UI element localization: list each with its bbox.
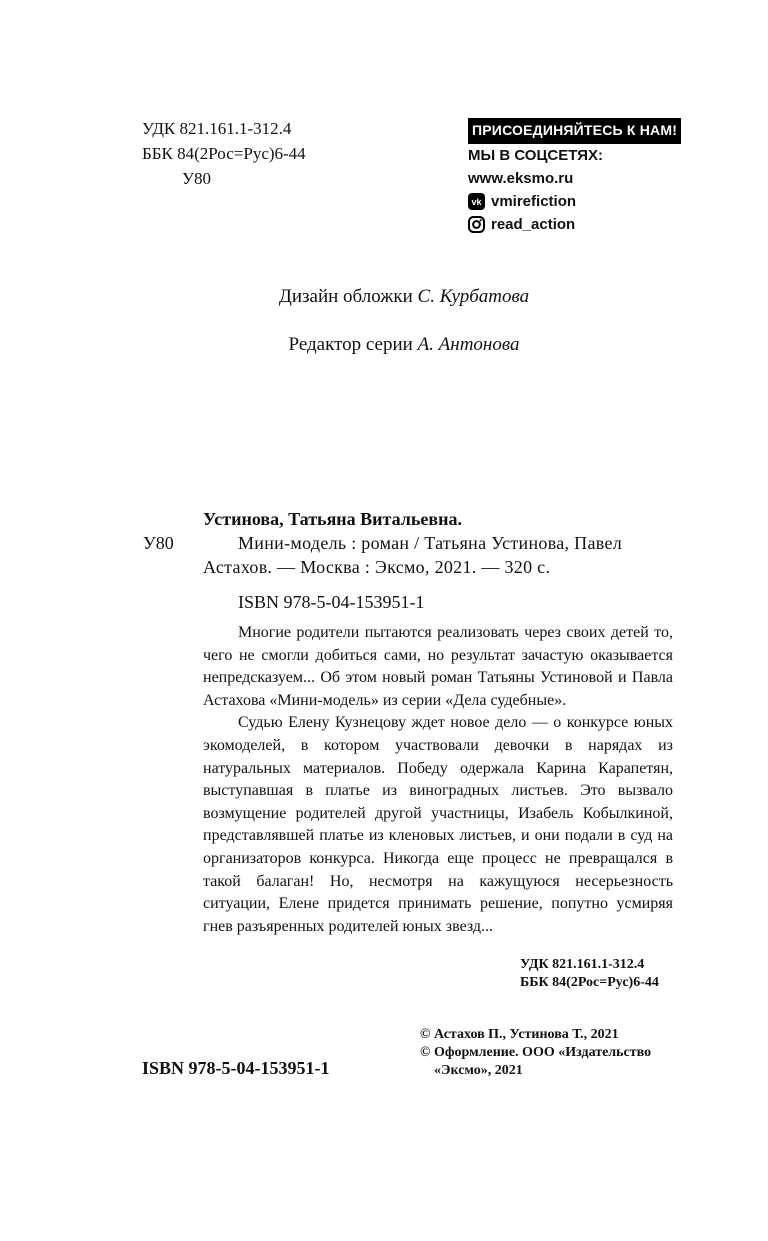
bbk-code: ББК 84(2Рос=Рус)6-44 — [142, 144, 306, 163]
footer-bbk: ББК 84(2Рос=Рус)6-44 — [520, 975, 659, 990]
cover-designer-name: С. Курбатова — [417, 286, 530, 307]
bib-code: У80 — [143, 533, 174, 553]
copyright-block — [420, 1026, 651, 1080]
cover-design-label: Дизайн обложки — [278, 286, 413, 307]
footer-isbn: ISBN 978-5-04-153951-1 — [142, 1058, 330, 1078]
vk-link[interactable]: vmirefiction — [491, 193, 577, 210]
copyright-line-3: «Эксмо», 2021 — [434, 1063, 523, 1078]
copyright-line-1: © Астахов П., Устинова Т., 2021 — [420, 1027, 619, 1042]
annotation — [203, 622, 673, 938]
copyright-line-2: © Оформление. ООО «Издательство — [420, 1045, 652, 1060]
vk-icon — [468, 193, 485, 210]
social-subtitle: МЫ В СОЦСЕТЯХ: — [468, 147, 604, 164]
author-mark: У80 — [182, 169, 212, 188]
udk-code: УДК 821.161.1-312.4 — [142, 119, 292, 138]
instagram-icon — [468, 216, 485, 233]
instagram-link[interactable]: read_action — [491, 216, 576, 233]
footer-udk: УДК 821.161.1-312.4 — [520, 957, 645, 972]
series-editor-credit — [0, 334, 768, 356]
classification-block — [142, 116, 306, 191]
annotation-paragraph-1: Многие родители пытаются реализовать через своих детей то, чего не смогли добиться сами, но результат зачастую оказывается непредсказуем... Об этом новый роман Татьяны Устиновой и Павла Астахова «Мини-модель» из серии «Дела судебные». — [203, 624, 673, 709]
annotation-paragraph-2: Судью Елену Кузнецову ждет новое дело — о конкурсе юных экомоделей, в котором участвовали девочки в нарядах из натуральных материалов. Победу одержала Карина Карапетян, выступавшая в платье из виноградных листьев. Это вызвало возмущение родителей другой участницы, Изабель Кобылкиной, представлявшей платье из кленовых листьев, и они подали в суд на организаторов конкурса. Никогда еще процесс не превращался в такой балаган! Но, несмотря на кажущуюся несерьезность ситуации, Елене придется принимать решение, попутно усмиряя гнев разъяренных родителей юных звезд... — [203, 714, 673, 935]
footer-classification — [520, 956, 659, 992]
site-link[interactable]: www.eksmo.ru — [468, 170, 574, 187]
bib-author: Устинова, Татьяна Витальевна. — [203, 509, 462, 529]
series-editor-label: Редактор серии — [288, 334, 413, 355]
series-editor-name: А. Антонова — [417, 334, 520, 355]
svg-text:vk: vk — [471, 197, 482, 208]
bib-isbn: ISBN 978-5-04-153951-1 — [238, 592, 425, 612]
cover-design-credit — [0, 286, 768, 308]
bib-line-1: Мини-модель : роман / Татьяна Устинова, Павел — [238, 533, 623, 553]
bib-line-2: Астахов. — Москва : Эксмо, 2021. — 320 с. — [203, 557, 551, 577]
join-banner: ПРИСОЕДИНЯЙТЕСЬ К НАМ! — [468, 118, 681, 144]
social-block — [468, 118, 681, 236]
